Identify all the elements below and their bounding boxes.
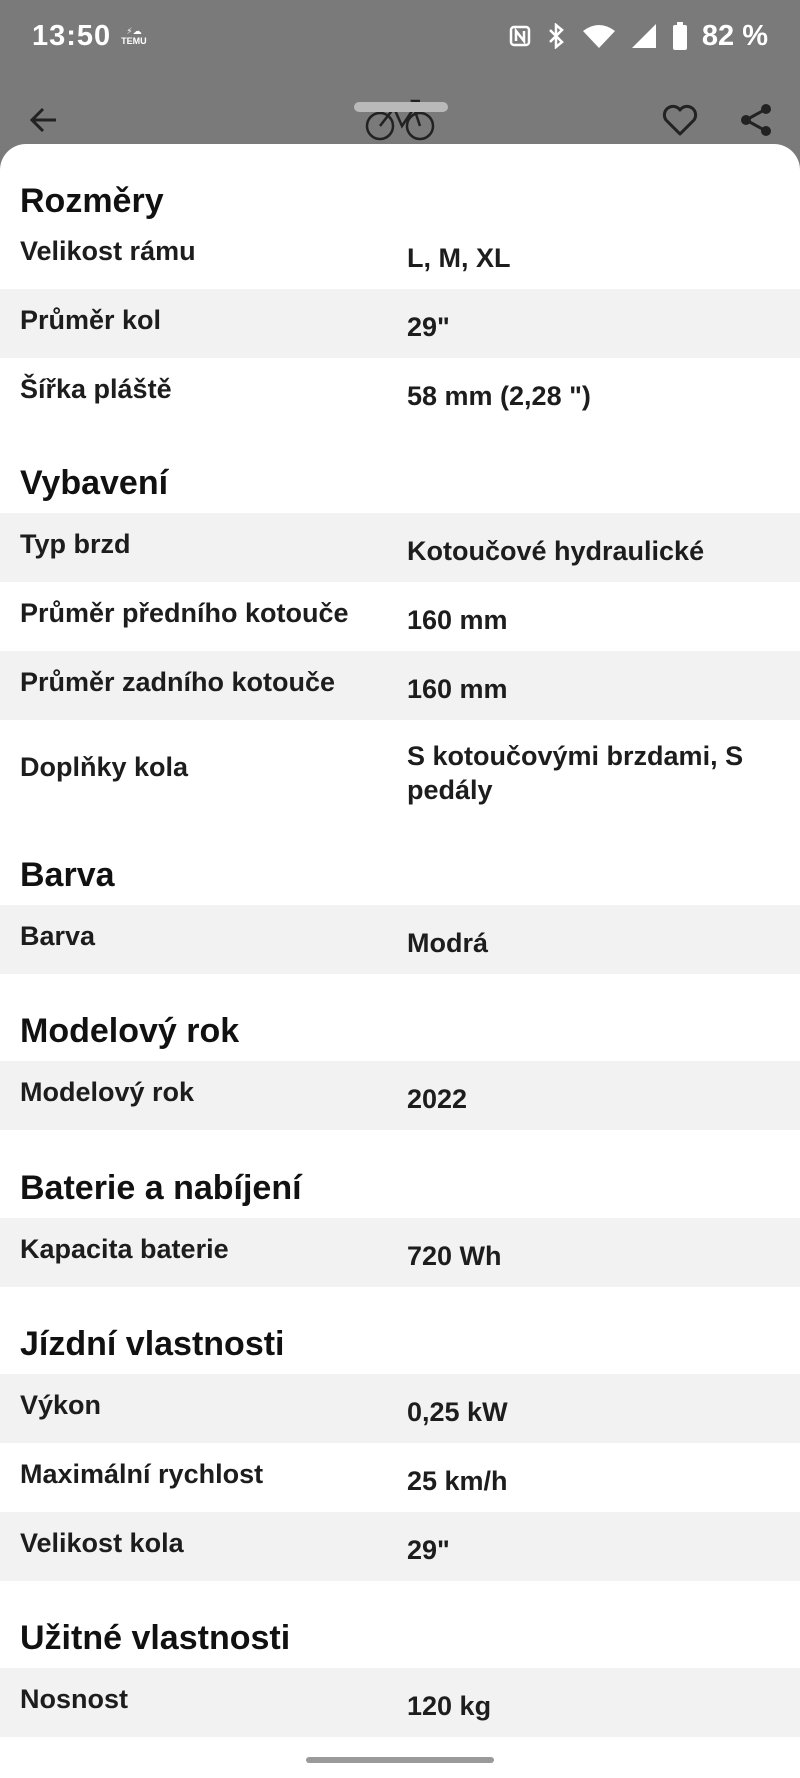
table-row [0, 289, 800, 358]
nfc-icon [508, 24, 532, 48]
row-label: Kapacita baterie [20, 1234, 229, 1264]
wifi-icon [582, 23, 616, 49]
row-value: Kotoučové hydraulické [407, 535, 705, 566]
signal-icon [630, 22, 658, 50]
row-value: 720 Wh [407, 1240, 502, 1271]
row-label: Maximální rychlost [20, 1459, 264, 1489]
row-value: 0,25 kW [407, 1396, 508, 1427]
table-row [0, 1061, 800, 1130]
heart-icon[interactable] [660, 100, 700, 140]
row-label: Průměr předního kotouče [20, 598, 349, 628]
row-value: Modrá [407, 927, 488, 958]
table-row [0, 651, 800, 720]
row-value: 58 mm (2,28 ") [407, 380, 591, 411]
section-title: Barva [20, 856, 115, 894]
table-row [0, 1218, 800, 1287]
clock: 13:50 [32, 19, 112, 52]
row-value: S kotoučovými brzdami, S pedály [407, 741, 744, 805]
row-value: 160 mm [407, 604, 508, 635]
row-label: Průměr zadního kotouče [20, 667, 336, 697]
status-left [32, 20, 147, 53]
row-label: Nosnost [20, 1684, 128, 1714]
row-label: Šířka pláště [20, 374, 172, 404]
section-title: Vybavení [20, 464, 169, 502]
share-icon[interactable] [736, 100, 776, 140]
table-row [0, 1668, 800, 1737]
table-row [0, 1374, 800, 1443]
row-value: 29" [407, 311, 450, 342]
row-value: 29" [407, 1534, 450, 1565]
status-bar [0, 0, 800, 72]
temu-badge-icon: ⚡☁ TEMU [121, 26, 147, 46]
row-label: Modelový rok [20, 1077, 195, 1107]
section-title: Modelový rok [20, 1012, 240, 1050]
table-row [0, 905, 800, 974]
table-row [0, 1512, 800, 1581]
section-title: Jízdní vlastnosti [20, 1325, 285, 1363]
table-row [0, 1443, 800, 1512]
table-row [0, 358, 800, 427]
table-row [0, 720, 800, 820]
row-value: 160 mm [407, 673, 508, 704]
row-value: 120 kg [407, 1690, 492, 1721]
section-title: Baterie a nabíjení [20, 1169, 302, 1207]
row-label: Barva [20, 921, 96, 951]
status-right [508, 20, 768, 53]
battery-percentage: 82 % [701, 19, 768, 52]
parameters-sheet [0, 144, 800, 1778]
table-row [0, 513, 800, 582]
row-value: 2022 [407, 1083, 468, 1114]
gesture-nav-handle[interactable] [306, 1757, 494, 1763]
section-title: Užitné vlastnosti [20, 1619, 291, 1657]
sheet-drag-handle[interactable] [354, 102, 448, 112]
back-arrow-icon[interactable] [26, 102, 62, 138]
row-label: Typ brzd [20, 529, 131, 559]
row-value: 25 km/h [407, 1465, 508, 1496]
row-label: Výkon [20, 1390, 102, 1420]
row-label: Doplňky kola [20, 751, 189, 782]
row-value: L, M, XL [407, 242, 511, 273]
row-label: Velikost kola [20, 1528, 184, 1558]
row-label: Velikost rámu [20, 236, 196, 266]
battery-icon [672, 22, 688, 50]
table-row [0, 582, 800, 651]
table-row [0, 220, 800, 289]
section-title: Rozměry [20, 182, 164, 220]
row-label: Průměr kol [20, 305, 162, 335]
bluetooth-icon [546, 23, 568, 49]
